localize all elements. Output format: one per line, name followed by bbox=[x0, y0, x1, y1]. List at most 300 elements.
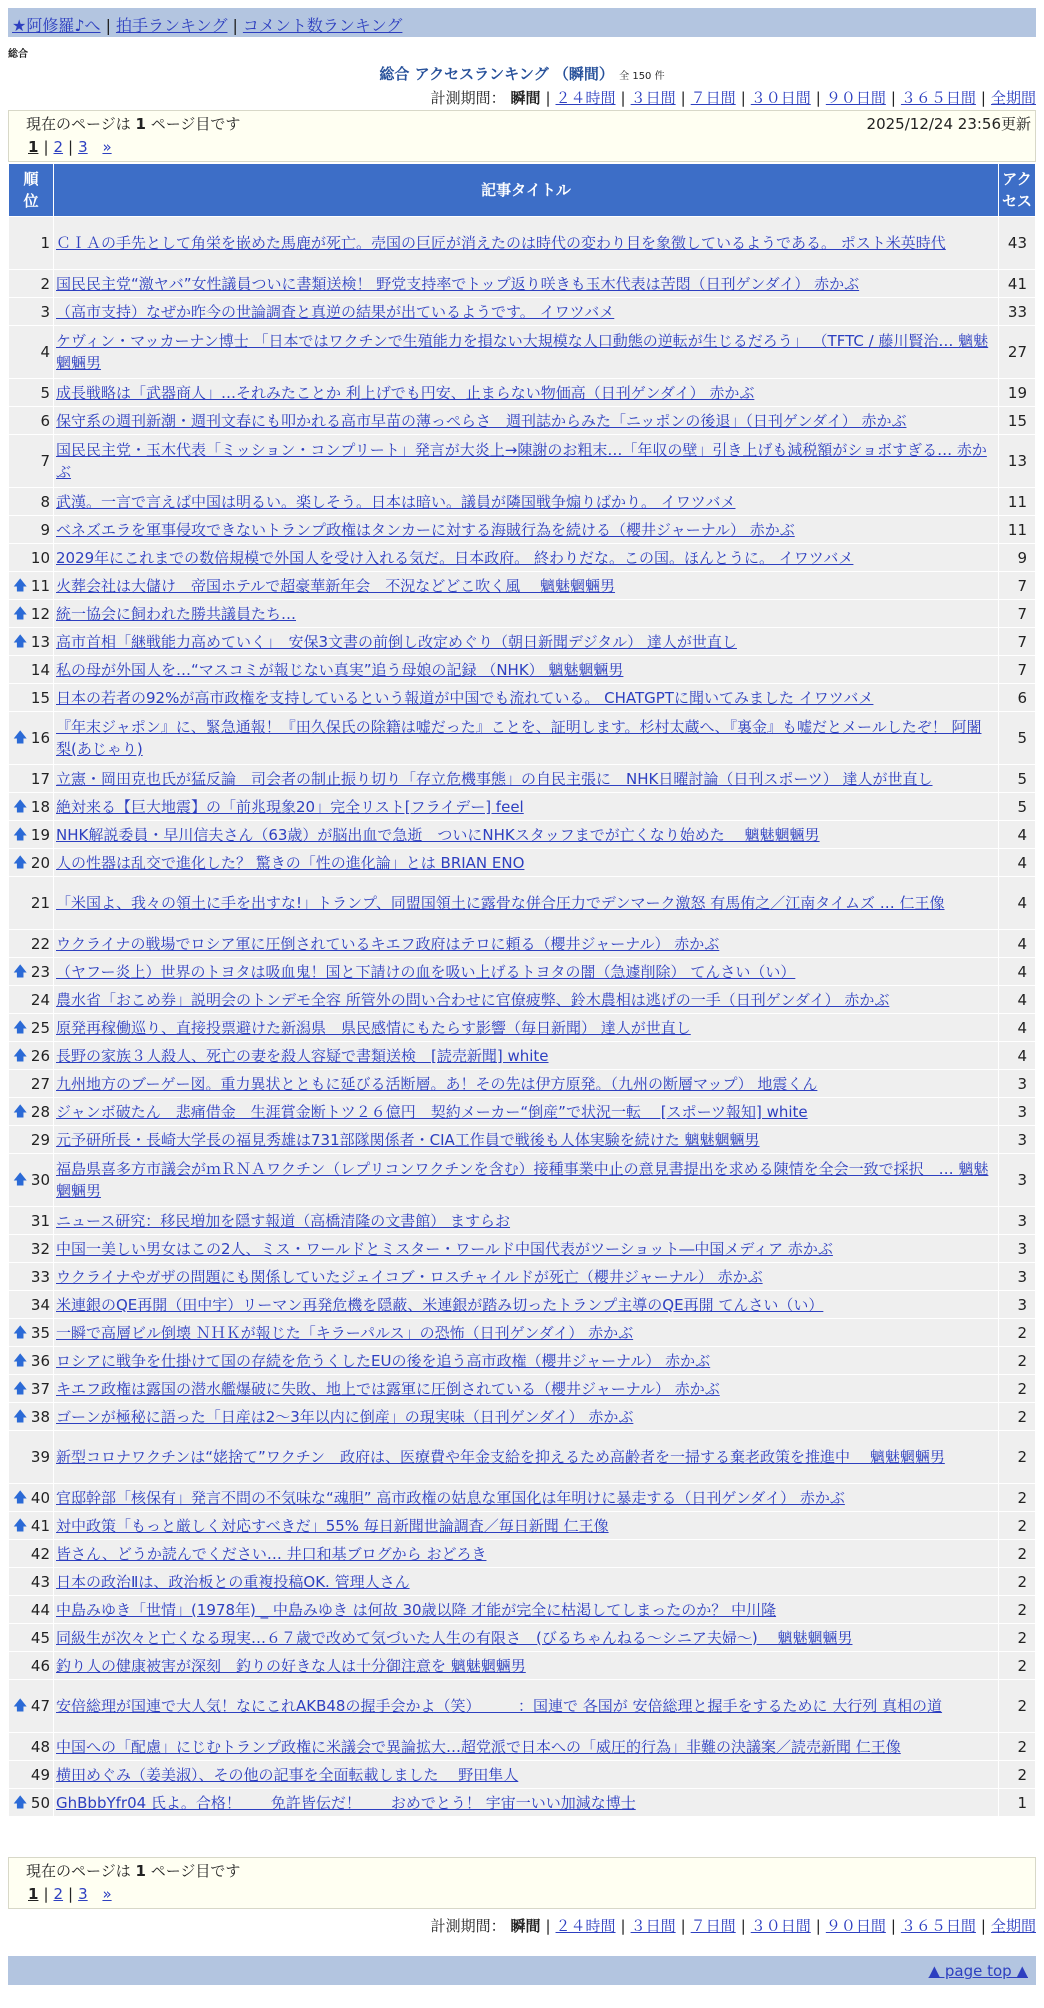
table-row bbox=[9, 1596, 1036, 1624]
rank-up-icon: 🡅 bbox=[13, 605, 28, 622]
title-cell bbox=[54, 572, 999, 600]
rank-cell bbox=[9, 712, 54, 765]
title-cell bbox=[54, 712, 999, 765]
article-link[interactable]: 統一協会に飼われた勝共議員たち… bbox=[56, 604, 297, 623]
rank-number: 32 bbox=[30, 1239, 50, 1258]
table-row bbox=[9, 1761, 1036, 1789]
title-cell bbox=[54, 270, 999, 298]
title-cell bbox=[54, 793, 999, 821]
rank-number: 34 bbox=[30, 1295, 50, 1314]
access-count: 2 bbox=[999, 1540, 1036, 1568]
table-row bbox=[9, 1154, 1036, 1207]
title-cell bbox=[54, 435, 999, 488]
access-count: 43 bbox=[999, 217, 1036, 270]
rank-up-icon: 🡅 bbox=[13, 798, 28, 815]
rank-number: 49 bbox=[30, 1765, 50, 1784]
article-link[interactable]: 私の母が外国人を…“マスコミが報じない真実”追う母娘の記録 （NHK） 魑魅魍魎男 bbox=[56, 660, 624, 679]
article-link[interactable]: 九州地方のブーゲー図。重力異状とともに延びる活断層。あ！その先は伊方原発。（九州の断層マップ） 地震くん bbox=[56, 1074, 818, 1093]
clap-ranking-link[interactable]: 拍手ランキング bbox=[115, 16, 228, 35]
nav-separator: | bbox=[105, 16, 111, 35]
title-cell bbox=[54, 217, 999, 270]
pager-link-3[interactable]: 3 bbox=[78, 1885, 88, 1903]
table-row bbox=[9, 1568, 1036, 1596]
rank-number: 13 bbox=[30, 632, 50, 651]
rank-cell bbox=[9, 1263, 54, 1291]
article-link[interactable]: 保守系の週刊新潮・週刊文春にも叩かれる高市早苗の薄っぺらさ 週刊誌からみた「ニッポンの後退」（日刊ゲンダイ） 赤かぶ bbox=[56, 411, 907, 430]
title-cell bbox=[54, 298, 999, 326]
rank-number: 28 bbox=[30, 1102, 50, 1121]
period-link-3d[interactable]: ３日間 bbox=[630, 1917, 676, 1935]
article-link[interactable]: 武漢。一言で言えば中国は明るい。楽しそう。日本は暗い。議員が隣国戦争煽りばかり。 イワツバメ bbox=[56, 492, 736, 511]
article-link[interactable]: 官邸幹部「核保有」発言不問の不気味な“魂胆” 高市政権の姑息な軍国化は年明けに暴走する（日刊ゲンダイ） 赤かぶ bbox=[56, 1488, 845, 1507]
rank-up-icon: 🡅 bbox=[13, 854, 28, 871]
access-count: 33 bbox=[999, 298, 1036, 326]
rank-cell bbox=[9, 877, 54, 930]
article-link[interactable]: ゴーンが極秘に語った「日産は2～3年以内に倒産」の現実味（日刊ゲンダイ） 赤かぶ bbox=[56, 1407, 634, 1426]
rank-number: 14 bbox=[30, 660, 50, 679]
rank-cell bbox=[9, 1652, 54, 1680]
title-cell bbox=[54, 1098, 999, 1126]
rank-cell bbox=[9, 488, 54, 516]
table-row bbox=[9, 1235, 1036, 1263]
period-label: 計測期間： bbox=[430, 89, 506, 107]
access-count: 15 bbox=[999, 407, 1036, 435]
pager-next[interactable]: » bbox=[102, 1885, 112, 1903]
rank-number: 10 bbox=[30, 548, 50, 567]
period-link-30d[interactable]: ３０日間 bbox=[750, 1917, 811, 1935]
period-link-365d[interactable]: ３６５日間 bbox=[900, 1917, 976, 1935]
article-link[interactable]: ロシアに戦争を仕掛けて国の存続を危うくしたEUの後を追う高市政権（櫻井ジャーナル） 赤かぶ bbox=[56, 1351, 711, 1370]
article-link[interactable]: ＣＩＡの手先として角栄を嵌めた馬鹿が死亡。売国の巨匠が消えたのは時代の変わり目を象徴しているようである。 ポスト米英時代 bbox=[56, 234, 946, 252]
table-row bbox=[9, 1431, 1036, 1484]
title-cell bbox=[54, 1789, 999, 1817]
period-link-90d[interactable]: ９０日間 bbox=[825, 1917, 886, 1935]
article-link[interactable]: （高市支持）なぜか昨今の世論調査と真逆の結果が出ているようです。 イワツバメ bbox=[56, 302, 615, 321]
title-cell bbox=[54, 1624, 999, 1652]
period-separator: | bbox=[890, 1917, 896, 1935]
article-link[interactable]: 中国一美しい男女はこの2人、ミス・ワールドとミスター・ワールド中国代表がツーショット―中国メディア 赤かぶ bbox=[56, 1239, 833, 1258]
table-row bbox=[9, 379, 1036, 407]
rank-number: 40 bbox=[30, 1488, 50, 1507]
table-row bbox=[9, 958, 1036, 986]
article-link[interactable]: 長野の家族３人殺人、死亡の妻を殺人容疑で書類送検 [読売新聞] white bbox=[56, 1046, 549, 1065]
article-link[interactable]: 皆さん、どうか読んでください… 井口和基ブログから おどろき bbox=[56, 1544, 487, 1563]
nav-separator: | bbox=[232, 16, 238, 35]
access-count: 2 bbox=[999, 1512, 1036, 1540]
table-row bbox=[9, 435, 1036, 488]
period-separator: | bbox=[890, 89, 896, 107]
rank-up-icon: 🡅 bbox=[13, 1172, 28, 1188]
title-cell bbox=[54, 1291, 999, 1319]
current-page-text bbox=[26, 113, 240, 134]
access-count: 2 bbox=[999, 1652, 1036, 1680]
table-row bbox=[9, 407, 1036, 435]
table-row bbox=[9, 1733, 1036, 1761]
rank-number: 35 bbox=[30, 1323, 50, 1342]
title-cell bbox=[54, 877, 999, 930]
period-link-all[interactable]: 全期間 bbox=[990, 1917, 1036, 1935]
table-row bbox=[9, 1319, 1036, 1347]
pager-separator bbox=[93, 138, 98, 156]
title-cell bbox=[54, 986, 999, 1014]
rank-cell bbox=[9, 821, 54, 849]
access-count: 3 bbox=[999, 1291, 1036, 1319]
rank-number: 24 bbox=[30, 990, 50, 1009]
article-link[interactable]: 絶対来る【巨大地震】の「前兆現象20」完全リスト[フライデー] feel bbox=[56, 797, 524, 816]
rank-cell bbox=[9, 930, 54, 958]
access-count: 4 bbox=[999, 958, 1036, 986]
access-count: 9 bbox=[999, 544, 1036, 572]
table-row bbox=[9, 217, 1036, 270]
access-count: 2 bbox=[999, 1568, 1036, 1596]
article-link[interactable]: 成長戦略は「武器商人」…それみたことか 利上げでも円安、止まらない物価高（日刊ゲンダイ） 赤かぶ bbox=[56, 383, 755, 402]
pager-bottom bbox=[28, 1885, 112, 1903]
rank-number: 19 bbox=[30, 825, 50, 844]
rank-number: 46 bbox=[30, 1656, 50, 1675]
rank-cell bbox=[9, 298, 54, 326]
period-link-365d[interactable]: ３６５日間 bbox=[900, 89, 976, 107]
title-cell bbox=[54, 326, 999, 379]
home-link[interactable]: ★阿修羅♪へ bbox=[12, 16, 101, 35]
rank-number: 15 bbox=[30, 688, 50, 707]
article-link[interactable]: ジャンボ破たん 悲痛借金 生涯賞金断トツ２６億円 契約メーカー“倒産”で状況一転 [スポーツ報知] white bbox=[56, 1102, 808, 1121]
table-row bbox=[9, 1291, 1036, 1319]
pager-link-2[interactable]: 2 bbox=[53, 138, 64, 156]
article-link[interactable]: （ヤフー炎上）世界のトヨタは吸血鬼！国と下請けの血を吸い上げるトヨタの闇（急遽削除） てんさい（い） bbox=[56, 962, 796, 981]
access-count: 2 bbox=[999, 1624, 1036, 1652]
access-count: 5 bbox=[999, 712, 1036, 765]
title-cell bbox=[54, 1014, 999, 1042]
rank-up-icon: 🡅 bbox=[13, 577, 28, 594]
current-page-prefix: 現在のページは bbox=[26, 1862, 131, 1880]
rank-up-icon: 🡅 bbox=[13, 1698, 28, 1714]
access-count: 3 bbox=[999, 1070, 1036, 1098]
period-selector-bottom bbox=[431, 1915, 1036, 1936]
period-separator: | bbox=[680, 1917, 686, 1935]
table-row bbox=[9, 765, 1036, 793]
pager-separator: | bbox=[68, 1885, 74, 1903]
access-count: 2 bbox=[999, 1596, 1036, 1624]
title-cell bbox=[54, 407, 999, 435]
rank-cell bbox=[9, 765, 54, 793]
rank-cell bbox=[9, 1403, 54, 1431]
table-row bbox=[9, 270, 1036, 298]
access-count: 3 bbox=[999, 1235, 1036, 1263]
comment-ranking-link[interactable]: コメント数ランキング bbox=[242, 16, 403, 35]
table-row bbox=[9, 628, 1036, 656]
pager-link-2[interactable]: 2 bbox=[53, 1885, 64, 1903]
access-count: 4 bbox=[999, 986, 1036, 1014]
rank-cell bbox=[9, 793, 54, 821]
article-link[interactable]: ケヴィン・マッカーナン博士 「日本ではワクチンで生殖能力を損ない大規模な人口動態の逆転が生じるだろう」 （TFTC / 藤川賢治… 魑魅魍魎男 bbox=[56, 332, 989, 372]
period-link-24h[interactable]: ２４時間 bbox=[555, 89, 616, 107]
rank-number: 17 bbox=[30, 769, 50, 788]
rank-number: 26 bbox=[30, 1046, 50, 1065]
rank-cell bbox=[9, 1207, 54, 1235]
rank-number: 16 bbox=[30, 729, 50, 747]
table-row bbox=[9, 600, 1036, 628]
article-link[interactable]: 「米国よ、我々の領土に手を出すな!」トランプ、同盟国領土に露骨な併合圧力でデンマーク激怒 有馬侑之／江南タイムズ … 仁王像 bbox=[56, 894, 945, 912]
rank-up-icon: 🡅 bbox=[13, 1408, 28, 1425]
rank-cell bbox=[9, 435, 54, 488]
rank-cell bbox=[9, 1540, 54, 1568]
article-link[interactable]: 同級生が次々と亡くなる現実…６７歳で改めて気づいた人生の有限さ (びるちゃんねる〜シニア夫婦〜) 魑魅魍魎男 bbox=[56, 1628, 853, 1647]
ranking-table-body bbox=[9, 217, 1036, 1817]
article-link[interactable]: 中島みゆき「世情」(1978年) _ 中島みゆき は何故 30歳以降 才能が完全に枯渇してしまったのか？ 中川隆 bbox=[56, 1600, 777, 1619]
rank-up-icon: 🡅 bbox=[13, 1517, 28, 1534]
article-link[interactable]: 農水省「おこめ券」説明会のトンデモ全容 所管外の問い合わせに官僚疲弊、鈴木農相は逃げの一手（日刊ゲンダイ） 赤かぶ bbox=[56, 990, 890, 1009]
access-count: 2 bbox=[999, 1319, 1036, 1347]
access-count: 11 bbox=[999, 488, 1036, 516]
title-cell bbox=[54, 765, 999, 793]
rank-number: 29 bbox=[30, 1130, 50, 1149]
period-link-3d[interactable]: ３日間 bbox=[630, 89, 676, 107]
table-row bbox=[9, 1263, 1036, 1291]
access-count: 19 bbox=[999, 379, 1036, 407]
article-link[interactable]: 日本の政治Ⅱは、政治板との重複投稿OK. 管理人さん bbox=[56, 1572, 410, 1591]
table-row bbox=[9, 1540, 1036, 1568]
rank-up-icon: 🡅 bbox=[13, 963, 28, 980]
article-link[interactable]: 元予研所長・長崎大学長の福見秀雄は731部隊関係者・CIA工作員で戦後も人体実験を続けた 魑魅魍魎男 bbox=[56, 1130, 760, 1149]
article-link[interactable]: GhBbbYfr04 氏よ。合格！ 免許皆伝だ！ おめでとう！ 宇宙一いい加減な博士 bbox=[56, 1793, 636, 1812]
pager-separator: | bbox=[43, 138, 49, 156]
article-link[interactable]: 『年末ジャポン』に、緊急通報！『田久保氏の除籍は嘘だった』ことを、証明します。杉村太蔵へ、『裏金』も嘘だとメールしたぞ！ 阿闍梨(あじゃり) bbox=[56, 718, 982, 758]
access-count: 1 bbox=[999, 1789, 1036, 1817]
rank-cell bbox=[9, 516, 54, 544]
rank-number: 18 bbox=[30, 797, 50, 816]
period-link-24h[interactable]: ２４時間 bbox=[555, 1917, 616, 1935]
article-link[interactable]: 安倍総理が国連で大人気！なにこれAKB48の握手会かよ（笑） ：国連で 各国が 安倍総理と握手をするために 大行列 真相の道 bbox=[56, 1697, 943, 1715]
pager-separator: | bbox=[68, 138, 74, 156]
period-link-7d[interactable]: ７日間 bbox=[690, 89, 736, 107]
rank-cell bbox=[9, 572, 54, 600]
title-cell bbox=[54, 1347, 999, 1375]
rank-cell bbox=[9, 1126, 54, 1154]
title-cell bbox=[54, 1263, 999, 1291]
current-page-prefix: 現在のページは bbox=[26, 115, 131, 133]
access-count: 11 bbox=[999, 516, 1036, 544]
access-count: 3 bbox=[999, 1126, 1036, 1154]
period-separator: | bbox=[620, 1917, 626, 1935]
rank-number: 41 bbox=[30, 1516, 50, 1535]
article-link[interactable]: ニュース研究：移民増加を隠す報道（高橋清隆の文書館） ますらお bbox=[56, 1211, 511, 1230]
rank-cell bbox=[9, 379, 54, 407]
rank-number: 25 bbox=[30, 1018, 50, 1037]
rank-cell bbox=[9, 1733, 54, 1761]
rank-number: 22 bbox=[30, 934, 50, 953]
rank-cell bbox=[9, 1070, 54, 1098]
title-cell bbox=[54, 1540, 999, 1568]
rank-cell bbox=[9, 1761, 54, 1789]
current-page-number: 1 bbox=[135, 115, 146, 133]
period-separator: | bbox=[980, 1917, 986, 1935]
pager-top bbox=[28, 138, 112, 156]
title-cell bbox=[54, 1431, 999, 1484]
table-row bbox=[9, 986, 1036, 1014]
period-link-90d[interactable]: ９０日間 bbox=[825, 89, 886, 107]
rank-cell bbox=[9, 684, 54, 712]
table-row bbox=[9, 488, 1036, 516]
rank-number: 7 bbox=[40, 452, 50, 470]
access-count: 7 bbox=[999, 656, 1036, 684]
table-row bbox=[9, 1042, 1036, 1070]
table-row bbox=[9, 849, 1036, 877]
article-link[interactable]: 国民民主党“激ヤバ”女性議員ついに書類送検！ 野党支持率でトップ返り咲きも玉木代表は苦悶（日刊ゲンダイ） 赤かぶ bbox=[56, 274, 860, 293]
rank-cell bbox=[9, 1291, 54, 1319]
rank-cell bbox=[9, 958, 54, 986]
period-link-all[interactable]: 全期間 bbox=[990, 89, 1036, 107]
rank-number: 39 bbox=[30, 1448, 50, 1466]
access-count: 3 bbox=[999, 1207, 1036, 1235]
title-cell bbox=[54, 1126, 999, 1154]
article-link[interactable]: 人の性器は乱交で進化した？ 驚きの「性の進化論」とは BRIAN ENO bbox=[56, 853, 525, 872]
rank-up-icon: 🡅 bbox=[13, 826, 28, 843]
period-separator: | bbox=[620, 89, 626, 107]
rank-number: 50 bbox=[30, 1793, 50, 1812]
access-count: 3 bbox=[999, 1263, 1036, 1291]
rank-cell bbox=[9, 1680, 54, 1733]
rank-number: 45 bbox=[30, 1628, 50, 1647]
table-row bbox=[9, 1680, 1036, 1733]
table-row bbox=[9, 656, 1036, 684]
period-label: 計測期間： bbox=[430, 1917, 506, 1935]
access-count: 27 bbox=[999, 326, 1036, 379]
article-link[interactable]: 立憲・岡田克也氏が猛反論 司会者の制止振り切り「存立危機事態」の自民主張に NHK日曜討論（日刊スポーツ） 達人が世直し bbox=[56, 769, 933, 788]
rank-cell bbox=[9, 1014, 54, 1042]
article-link[interactable]: 一瞬で高層ビル倒壊 ＮＨＫが報じた「キラーパルス」の恐怖（日刊ゲンダイ） 赤かぶ bbox=[56, 1323, 634, 1342]
rank-cell bbox=[9, 1319, 54, 1347]
table-row bbox=[9, 544, 1036, 572]
rank-number: 42 bbox=[30, 1544, 50, 1563]
article-link[interactable]: 福島県喜多方市議会がｍＲＮＡワクチン（レプリコンワクチンを含む）接種事業中止の意見書提出を求める陳情を全会一致で採択 … 魑魅魍魎男 bbox=[56, 1160, 989, 1200]
rank-cell bbox=[9, 326, 54, 379]
period-link-30d[interactable]: ３０日間 bbox=[750, 89, 811, 107]
article-link[interactable]: 高市首相「継戦能力高めていく」 安保3文書の前倒し改定めぐり（朝日新聞デジタル） 達人が世直し bbox=[56, 632, 737, 651]
access-count: 4 bbox=[999, 849, 1036, 877]
table-row bbox=[9, 298, 1036, 326]
header-title: 記事タイトル bbox=[54, 164, 999, 217]
page-top-link[interactable]: ▲ page top ▲ bbox=[928, 1962, 1028, 1980]
updated-timestamp: 2025/12/24 23:56更新 bbox=[866, 115, 1031, 133]
title-cell bbox=[54, 488, 999, 516]
rank-cell bbox=[9, 217, 54, 270]
table-row bbox=[9, 572, 1036, 600]
rank-cell bbox=[9, 1098, 54, 1126]
period-link-7d[interactable]: ７日間 bbox=[690, 1917, 736, 1935]
title-cell bbox=[54, 1568, 999, 1596]
title-cell bbox=[54, 1652, 999, 1680]
title-cell bbox=[54, 1680, 999, 1733]
article-link[interactable]: 釣り人の健康被害が深刻 釣りの好きな人は十分御注意を 魑魅魍魎男 bbox=[56, 1656, 526, 1675]
current-page-suffix: ページ目です bbox=[150, 1862, 241, 1880]
access-count: 4 bbox=[999, 877, 1036, 930]
rank-cell bbox=[9, 628, 54, 656]
title-cell bbox=[54, 1154, 999, 1207]
table-row bbox=[9, 1014, 1036, 1042]
access-count: 5 bbox=[999, 793, 1036, 821]
title-cell bbox=[54, 1070, 999, 1098]
access-count: 13 bbox=[999, 435, 1036, 488]
rank-up-icon: 🡅 bbox=[13, 1794, 28, 1811]
rank-number: 30 bbox=[30, 1171, 50, 1189]
rank-up-icon: 🡅 bbox=[13, 1489, 28, 1506]
title-cell bbox=[54, 1484, 999, 1512]
pager-current: 1 bbox=[28, 138, 39, 156]
article-link[interactable]: 横田めぐみ（姜美淑）、その他の記事を全面転載しました 野田隼人 bbox=[56, 1765, 519, 1784]
table-row bbox=[9, 1098, 1036, 1126]
access-count: 2 bbox=[999, 1761, 1036, 1789]
article-link[interactable]: 中国への「配慮」にじむトランプ政権に米議会で異論拡大…超党派で日本への「威圧的行為」非難の決議案／読売新聞 仁王像 bbox=[56, 1737, 901, 1756]
pager-separator: | bbox=[43, 1885, 49, 1903]
rank-number: 4 bbox=[40, 343, 50, 361]
pager-link-3[interactable]: 3 bbox=[78, 138, 88, 156]
article-link[interactable]: NHK解説委員・早川信夫さん（63歳）が脳出血で急逝 ついにNHKスタッフまでが亡くなり始めた 魑魅魍魎男 bbox=[56, 825, 820, 844]
rank-cell bbox=[9, 544, 54, 572]
rank-up-icon: 🡅 bbox=[13, 1103, 28, 1120]
article-link[interactable]: 日本の若者の92%が高市政権を支持しているという報道が中国でも流れている。 CHATGPTに聞いてみました イワツバメ bbox=[56, 688, 874, 707]
access-count: 2 bbox=[999, 1403, 1036, 1431]
rank-number: 37 bbox=[30, 1379, 50, 1398]
table-row bbox=[9, 1789, 1036, 1817]
title-cell bbox=[54, 379, 999, 407]
pager-next[interactable]: » bbox=[102, 138, 112, 156]
article-count: 全 150 件 bbox=[619, 71, 665, 82]
page-title-text: 総合 アクセスランキング （瞬間） bbox=[379, 65, 614, 83]
rank-number: 43 bbox=[30, 1572, 50, 1591]
table-row bbox=[9, 1347, 1036, 1375]
rank-number: 6 bbox=[40, 411, 50, 430]
title-cell bbox=[54, 684, 999, 712]
period-separator: | bbox=[980, 89, 986, 107]
rank-number: 5 bbox=[40, 383, 50, 402]
article-link[interactable]: 原発再稼働巡り、直接投票避けた新潟県 県民感情にもたらす影響（毎日新聞） 達人が世直し bbox=[56, 1018, 691, 1037]
access-count: 4 bbox=[999, 821, 1036, 849]
rank-number: 11 bbox=[30, 576, 50, 595]
access-count: 7 bbox=[999, 600, 1036, 628]
title-cell bbox=[54, 656, 999, 684]
article-link[interactable]: ベネズエラを軍事侵攻できないトランプ政権はタンカーに対する海賊行為を続ける（櫻井ジャーナル） 赤かぶ bbox=[56, 520, 795, 539]
title-cell bbox=[54, 1319, 999, 1347]
article-link[interactable]: ウクライナやガザの問題にも関係していたジェイコブ・ロスチャイルドが死亡（櫻井ジャーナル） 赤かぶ bbox=[56, 1267, 763, 1286]
rank-number: 38 bbox=[30, 1407, 50, 1426]
title-cell bbox=[54, 1207, 999, 1235]
rank-number: 44 bbox=[30, 1600, 50, 1619]
article-link[interactable]: 火葬会社は大儲け 帝国ホテルで超豪華新年会 不況などどこ吹く風 魑魅魍魎男 bbox=[56, 576, 616, 595]
table-row bbox=[9, 1126, 1036, 1154]
rank-cell bbox=[9, 1154, 54, 1207]
article-link[interactable]: 国民民主党・玉木代表「ミッション・コンプリート」発言が大炎上→陳謝のお粗末…「年収の壁」引き上げも減税額がショボすぎる… 赤かぶ bbox=[56, 441, 987, 481]
page-info-box-bottom bbox=[8, 1857, 1036, 1909]
page-info-box-top bbox=[8, 110, 1036, 162]
access-count: 4 bbox=[999, 1042, 1036, 1070]
article-link[interactable]: 2029年にこれまでの数倍規模で外国人を受け入れる気だ。日本政府。 終わりだな。この国。ほんとうに。 イワツバメ bbox=[56, 548, 854, 567]
page-title bbox=[0, 63, 1044, 84]
table-row bbox=[9, 793, 1036, 821]
title-cell bbox=[54, 1235, 999, 1263]
pager-current: 1 bbox=[28, 1885, 39, 1903]
title-cell bbox=[54, 600, 999, 628]
rank-number: 33 bbox=[30, 1267, 50, 1286]
title-cell bbox=[54, 516, 999, 544]
article-link[interactable]: ウクライナの戦場でロシア軍に圧倒されているキエフ政府はテロに頼る（櫻井ジャーナル） 赤かぶ bbox=[56, 934, 720, 953]
access-count: 41 bbox=[999, 270, 1036, 298]
header-access: アクセス bbox=[999, 164, 1036, 217]
article-link[interactable]: 対中政策「もっと厳しく対応すべきだ」55% 毎日新聞世論調査／毎日新聞 仁王像 bbox=[56, 1516, 609, 1535]
article-link[interactable]: キエフ政権は露国の潜水艦爆破に失敗、地上では露軍に圧倒されている（櫻井ジャーナル） 赤かぶ bbox=[56, 1379, 720, 1398]
article-link[interactable]: 新型コロナワクチンは“姥捨て”ワクチン 政府は、医療費や年金支給を抑えるため高齢者を一掃する棄老政策を推進中 魑魅魍魎男 bbox=[56, 1448, 945, 1466]
article-link[interactable]: 米連銀のQE再開（田中宇）リーマン再発危機を隠蔽、米連銀が踏み切ったトランプ主導のQE再開 てんさい（い） bbox=[56, 1295, 824, 1314]
period-separator: | bbox=[740, 89, 746, 107]
